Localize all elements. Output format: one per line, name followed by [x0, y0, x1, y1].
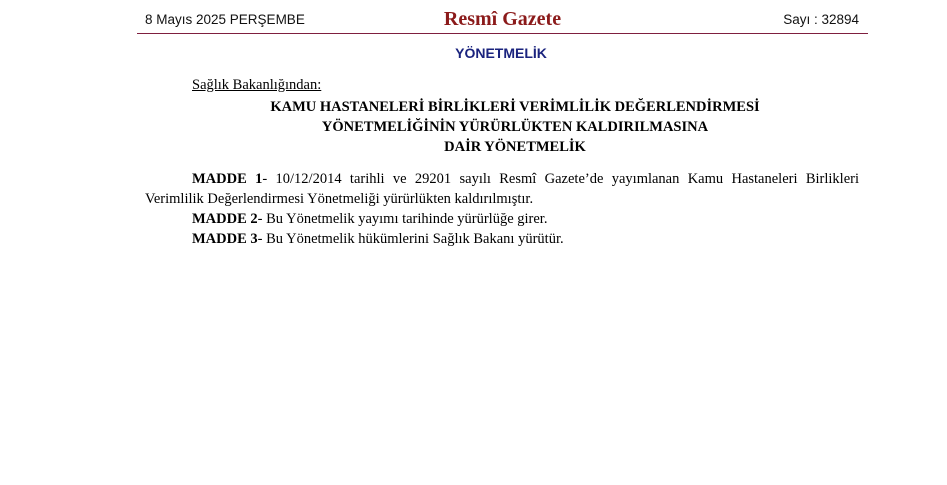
regulation-title-line: KAMU HASTANELERİ BİRLİKLERİ VERİMLİLİK DEĞERLENDİRMESİ [270, 99, 760, 115]
articles [145, 169, 859, 249]
issue-number: Sayı : 32894 [783, 12, 859, 27]
article-label: MADDE 3 [192, 231, 258, 247]
regulation-title [145, 97, 859, 157]
article-text: - Bu Yönetmelik hükümlerini Sağlık Bakanı yürütür. [257, 231, 564, 247]
gazette-title: Resmî Gazete [443, 8, 562, 30]
article-2 [145, 209, 859, 229]
regulation-title-line: YÖNETMELİĞİNİN YÜRÜRLÜKTEN KALDIRILMASINA [321, 119, 709, 135]
article-3 [145, 229, 859, 249]
gazette-header [137, 6, 868, 34]
article-text: - Bu Yönetmelik yayımı tarihinde yürürlüğe girer. [257, 211, 548, 227]
regulation-document [145, 75, 859, 249]
article-label: MADDE 1 [192, 171, 263, 187]
article-1 [145, 169, 859, 209]
section-heading: YÖNETMELİK [455, 45, 547, 61]
regulation-title-line: DAİR YÖNETMELİK [444, 139, 586, 155]
article-text: - 10/12/2014 tarihli ve 29201 sayılı Resmî Gazete’de yayımlanan Kamu Hastaneleri Birlikleri Verimlilik Değerlendirmesi Yönetmeliği yürürlükten kaldırılmıştır. [145, 171, 859, 207]
article-label: MADDE 2 [192, 211, 258, 227]
issue-date: 8 Mayıs 2025 PERŞEMBE [145, 12, 305, 27]
issuing-ministry: Sağlık Bakanlığından: [192, 77, 322, 93]
